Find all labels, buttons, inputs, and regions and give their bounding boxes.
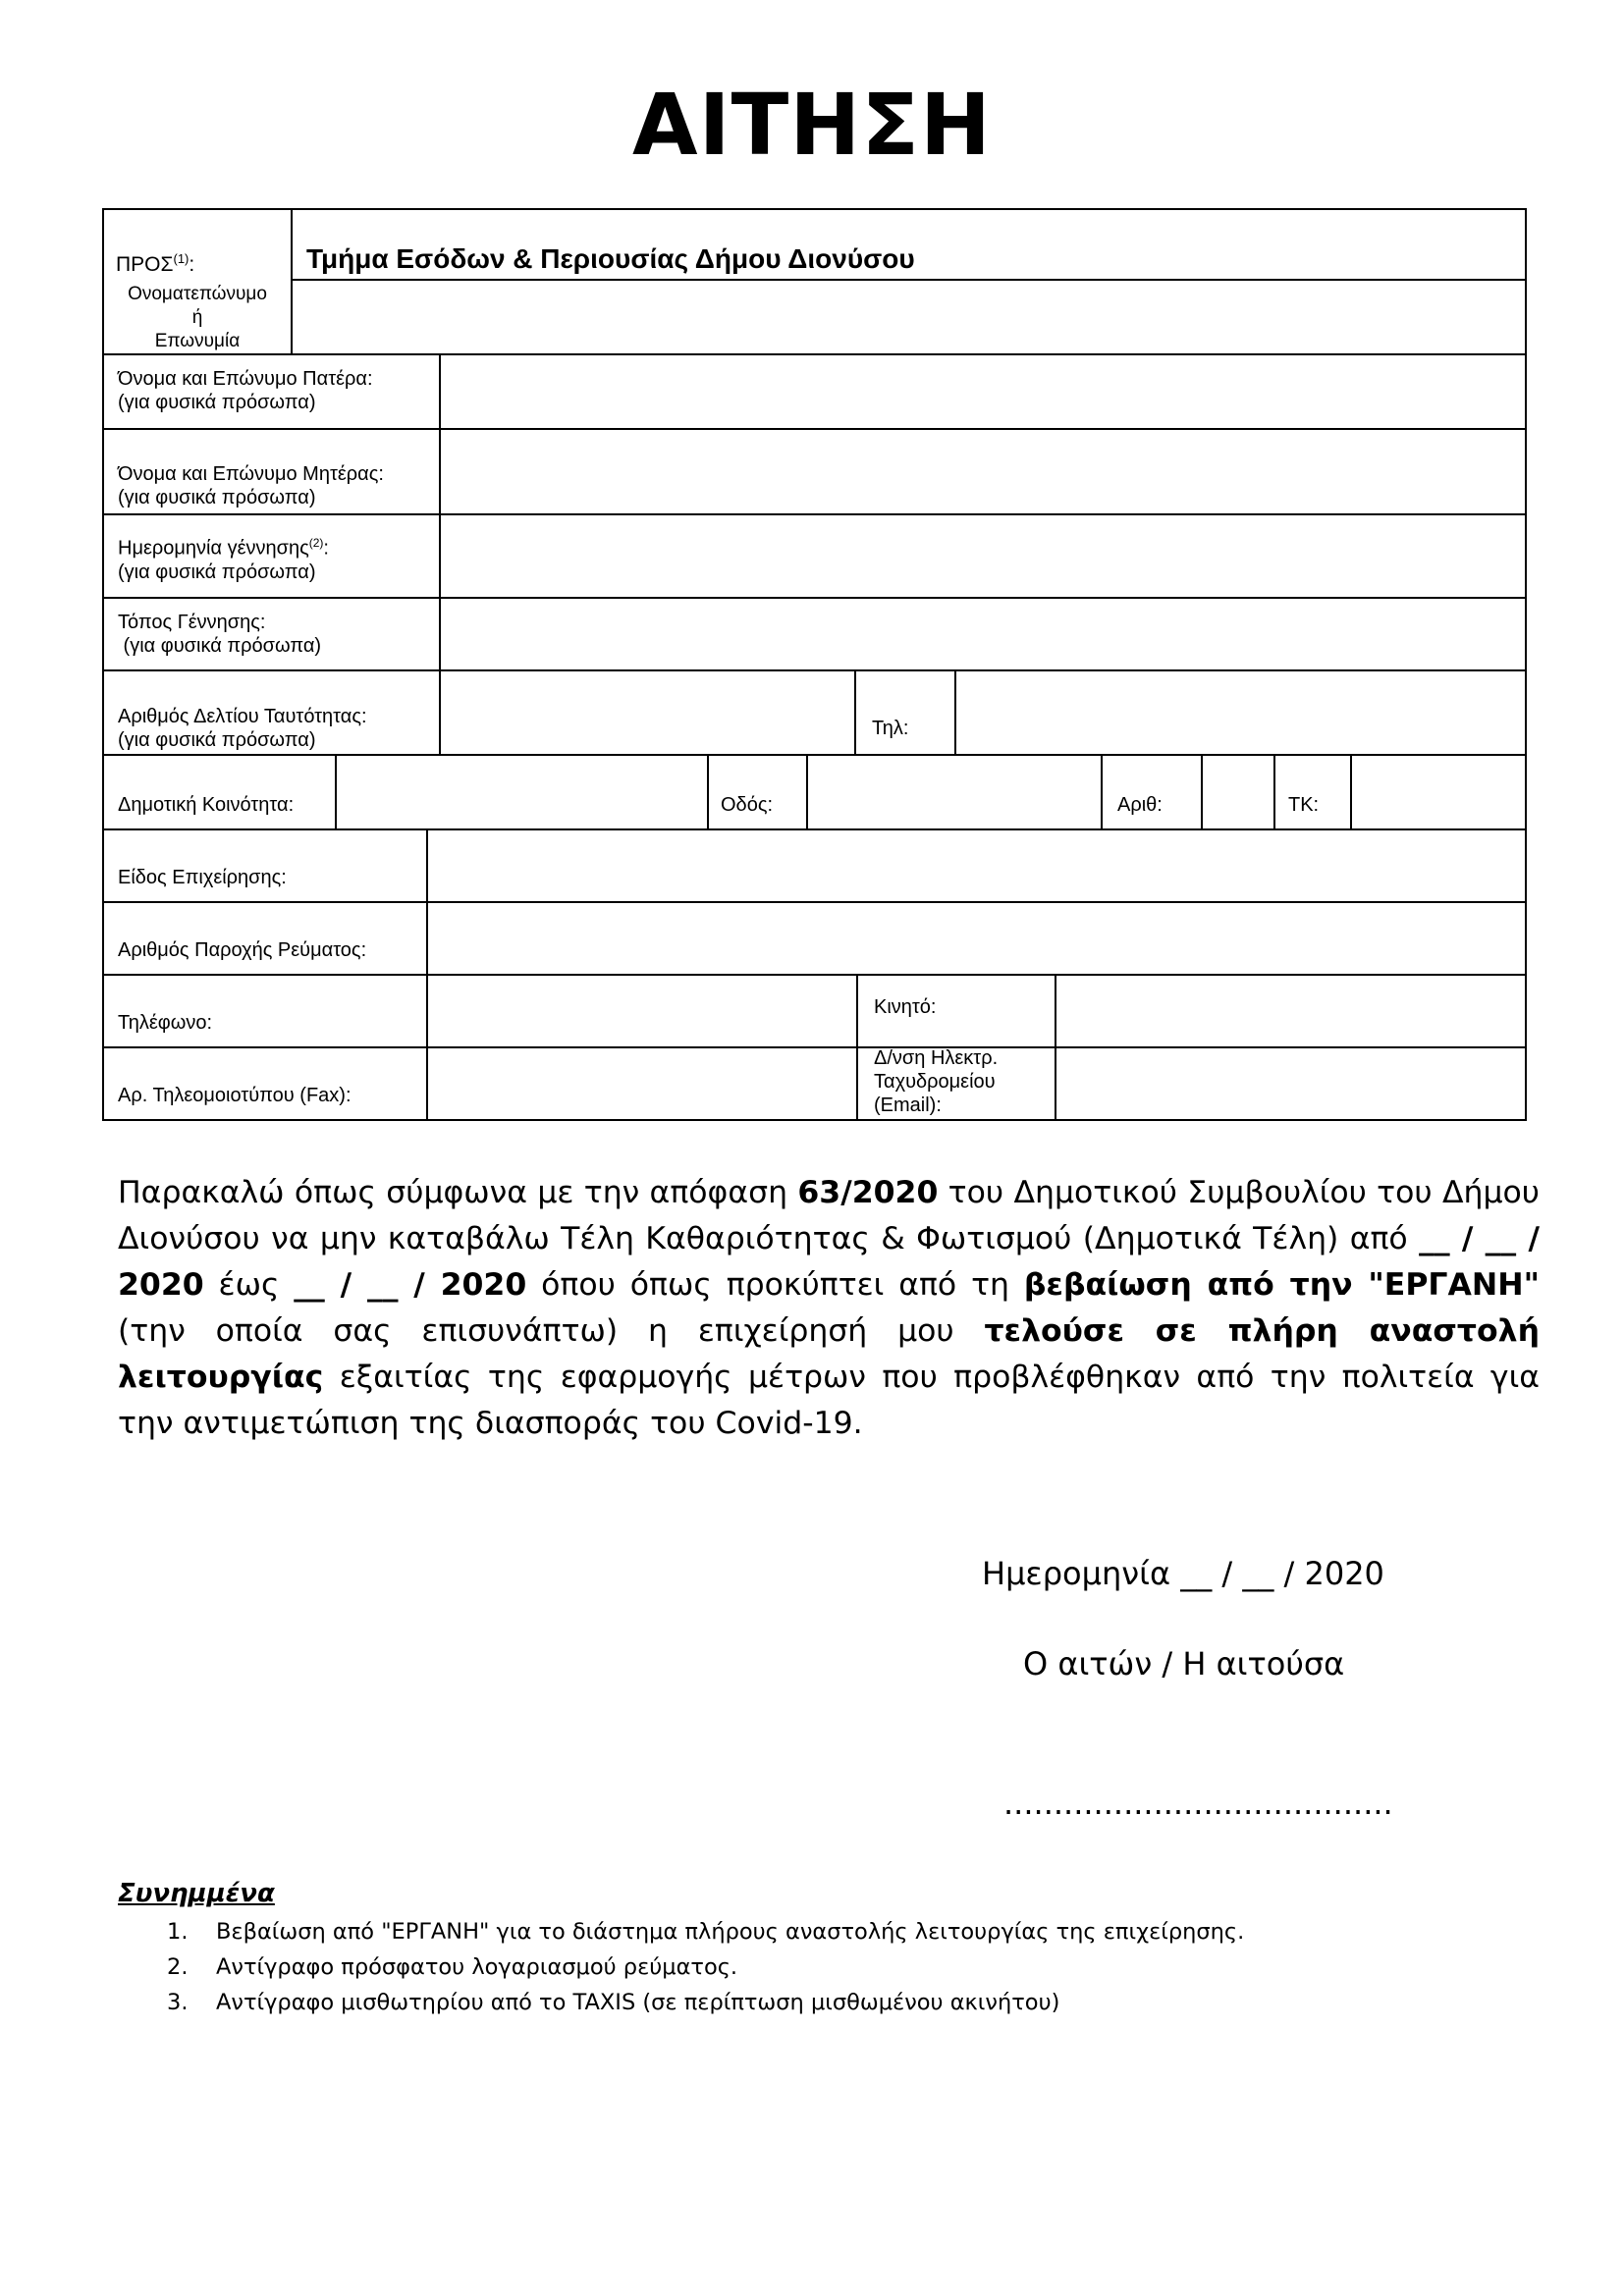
birthplace-field[interactable]: [441, 599, 1525, 669]
application-form-table: [102, 208, 1527, 1121]
id-number-label: Αριθμός Δελτίου Ταυτότητας: (για φυσικά πρόσωπα): [118, 706, 367, 751]
mobile-label: Κινητό:: [874, 996, 937, 1018]
street-field[interactable]: [808, 756, 1101, 828]
id-number-field[interactable]: [441, 671, 854, 754]
business-type-label: Είδος Επιχείρησης:: [118, 867, 287, 888]
power-supply-label: Αριθμός Παροχής Ρεύματος:: [118, 939, 367, 961]
community-field[interactable]: [337, 756, 707, 828]
recipient-label: ΠΡΟΣ$^{(1)}$:: [116, 251, 195, 276]
phone-field[interactable]: [428, 976, 856, 1046]
mother-name-label: Όνομα και Επώνυμο Μητέρας: (για φυσικά πρόσωπα): [118, 463, 384, 508]
community-label: Δημοτική Κοινότητα:: [118, 794, 295, 816]
birthdate-field[interactable]: [441, 515, 1525, 597]
email-field[interactable]: [1056, 1048, 1525, 1119]
attachments-title: Συνημμένα: [118, 1879, 275, 1908]
father-name-label: Όνομα και Επώνυμο Πατέρα: (για φυσικά πρόσωπα): [118, 368, 373, 413]
name-label: Ονοματεπώνυμο ή Επωνυμία: [128, 284, 267, 351]
col-line: [1273, 754, 1275, 830]
business-type-field[interactable]: [428, 830, 1525, 901]
attachment-item: 2. Αντίγραφο πρόσφατου λογαριασμού ρεύματος.: [167, 1954, 738, 1980]
phone-short-label: Τηλ:: [872, 718, 909, 739]
col-line: [856, 974, 858, 1121]
col-line: [1101, 754, 1103, 830]
phone-short-field[interactable]: [956, 671, 1525, 754]
col-line: [854, 669, 856, 756]
table-border-top: [102, 208, 1527, 210]
postcode-field[interactable]: [1352, 756, 1525, 828]
fax-field[interactable]: [428, 1048, 856, 1119]
number-label: Αριθ:: [1117, 794, 1163, 816]
birthplace-label: Τόπος Γέννησης: (για φυσικά πρόσωπα): [118, 612, 322, 657]
applicant-label: Ο αιτών / Η αιτούσα: [1023, 1645, 1345, 1682]
street-label: Οδός:: [721, 794, 774, 816]
attachments-list: [167, 1914, 1244, 2020]
postcode-label: ΤΚ:: [1288, 794, 1320, 816]
power-supply-field[interactable]: [428, 903, 1525, 974]
name-field[interactable]: [293, 281, 1525, 353]
attachment-item: 3. Αντίγραφο μισθωτηρίου από το TAXIS (σε περίπτωση μισθωμένου ακινήτου): [167, 1990, 1060, 2015]
birthdate-label: Ημερομηνία γέννησης$^{(2)}$: (για φυσικά πρόσωπα): [118, 536, 329, 583]
request-paragraph: Παρακαλώ όπως σύμφωνα με την απόφαση 63/2020 του Δημοτικού Συμβουλίου του Δήμου Διονύσου να μην καταβάλω Τέλη Καθαριότητας & Φωτισμού (Δημοτικά Τέλη) από __ / __ / 2020 έως __ / __ / 2020 όπου όπως προκύπτει από τη βεβαίωση από την "ΕΡΓΑΝΗ" (την οποία σας επισυνάπτω) η επιχείρησή μου τελούσε σε πλήρη αναστολή λειτουργίας εξαιτίας της εφαρμογής μέτρων που προβλέφθηκαν από την πολιτεία για την αντιμετώπιση της διασποράς του Covid-19.: [118, 1175, 1541, 1441]
attachment-item: 1. Βεβαίωση από "ΕΡΓΑΝΗ" για το διάστημα πλήρους αναστολής λειτουργίας της επιχείρησης.: [167, 1919, 1245, 1945]
mother-name-field[interactable]: [441, 430, 1525, 513]
col-line: [707, 754, 709, 830]
table-border-right: [1525, 208, 1527, 1121]
signature-date: Ημερομηνία __ / __ / 2020: [982, 1555, 1384, 1592]
recipient-value: Τμήμα Εσόδων & Περιουσίας Δήμου Διονύσου: [306, 243, 915, 274]
page-title: ΑΙΤΗΣΗ: [632, 77, 992, 175]
father-name-field[interactable]: [441, 355, 1525, 428]
table-border-bottom: [102, 1119, 1527, 1121]
mobile-field[interactable]: [1056, 976, 1525, 1046]
number-field[interactable]: [1203, 756, 1273, 828]
signature-line: .......................................: [1003, 1785, 1393, 1822]
phone-label: Τηλέφωνο:: [118, 1012, 213, 1034]
fax-label: Αρ. Τηλεομοιοτύπου (Fax):: [118, 1085, 352, 1106]
email-label: Δ/νση Ηλεκτρ. Ταχυδρομείου (Email):: [874, 1047, 999, 1116]
